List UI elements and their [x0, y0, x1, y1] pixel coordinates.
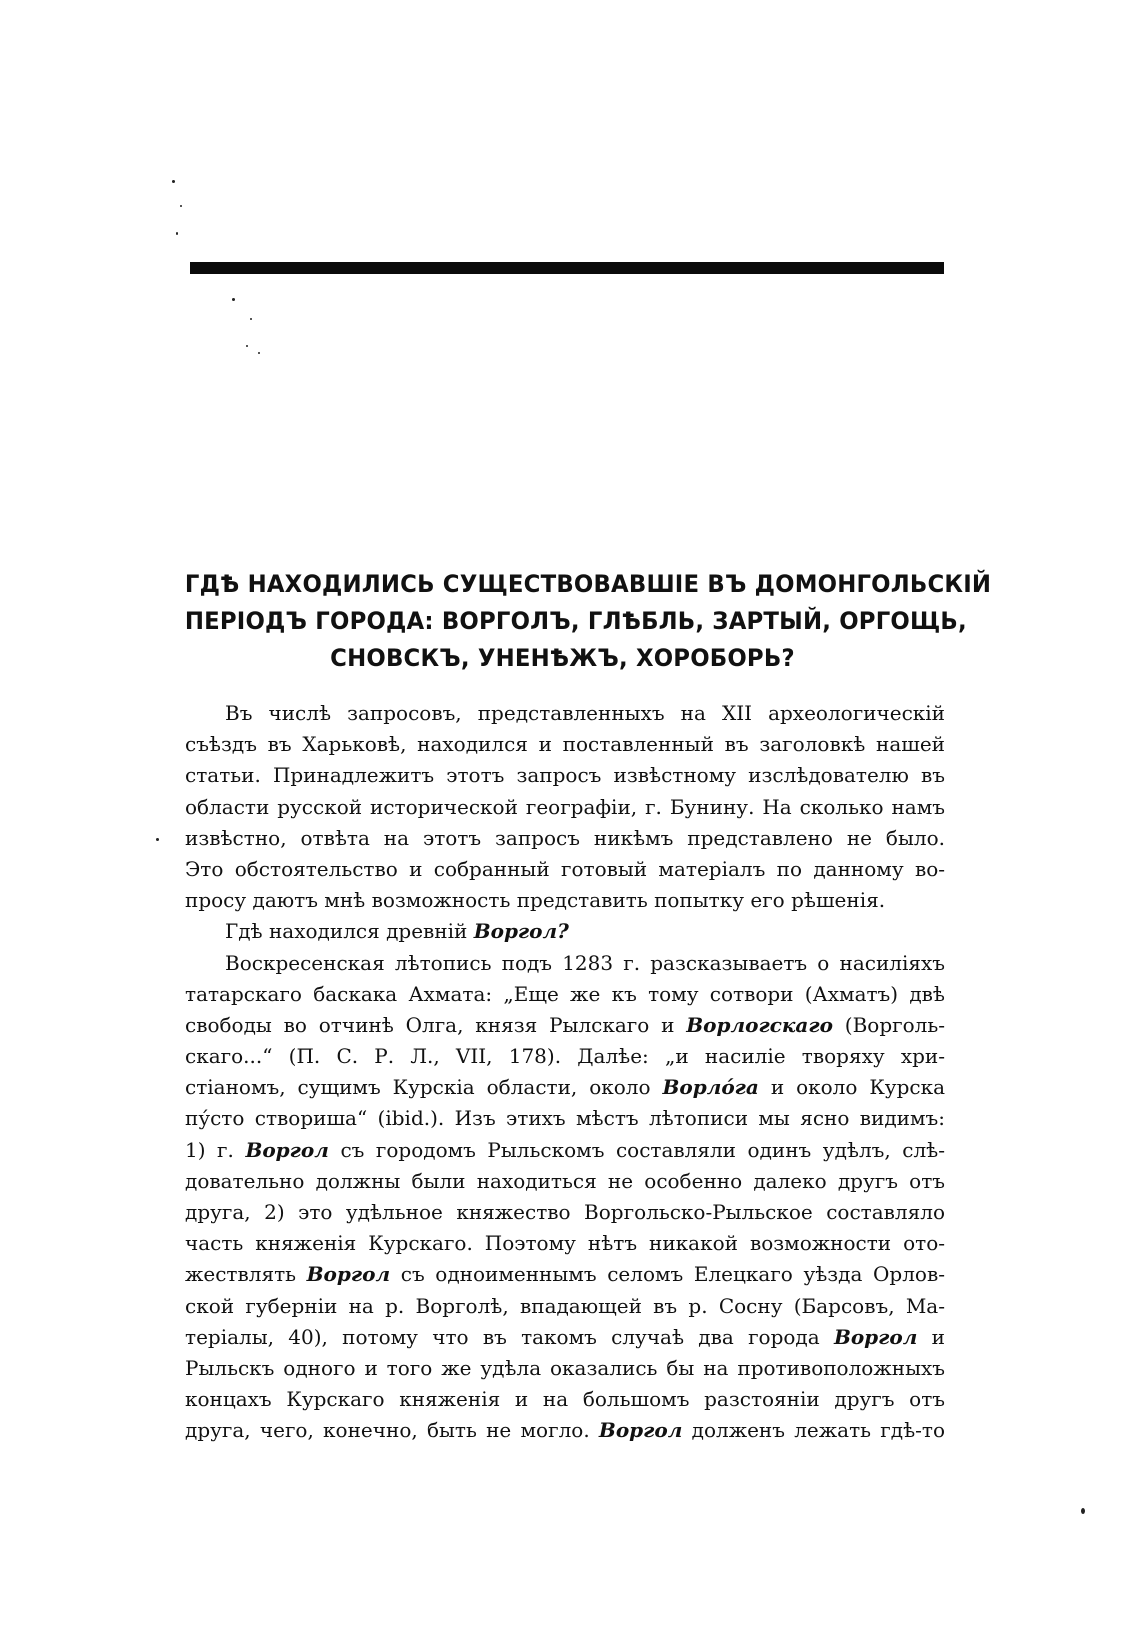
italic-term: Воргол	[598, 1418, 683, 1443]
decorative-rule	[190, 262, 944, 274]
body-line: просу даютъ мнѣ возможность представить попытку его рѣшенія.	[185, 888, 886, 913]
body-line	[185, 1010, 945, 1041]
body-line	[185, 1415, 945, 1446]
body-line: друга, 2) это удѣльное княжество Воргольско-Рыльское составляло	[185, 1200, 945, 1224]
scan-speck	[246, 345, 248, 347]
body-line: скаго...“ (П. С. Р. Л., VII, 178). Далѣе: „и насиліе творяху хри-	[185, 1044, 945, 1069]
body-text: (Ворголь-	[832, 1012, 945, 1037]
scan-speck	[172, 180, 175, 183]
body-text: жествлять	[185, 1262, 307, 1287]
body-line: пу́сто створиша“ (ibid.). Изъ этихъ мѣстъ лѣтописи мы ясно видимъ:	[185, 1106, 945, 1131]
body-line: области русской исторической географіи, г. Бунину. На сколько намъ	[185, 794, 945, 819]
article-body	[185, 698, 945, 1447]
italic-term: Ворлогскаго	[686, 1012, 833, 1037]
italic-term: Воргол	[306, 1262, 391, 1287]
italic-term: Воргол	[833, 1324, 918, 1349]
body-text: съ городомъ Рыльскомъ составляли одинъ удѣлъ, слѣ-	[328, 1137, 945, 1162]
body-line	[185, 916, 945, 947]
body-line: ской губерніи на р. Ворголѣ, впадающей въ р. Сосну (Барсовъ, Ма-	[185, 1293, 945, 1318]
italic-term: Ворлóга	[662, 1075, 759, 1100]
body-line: извѣстно, отвѣта на этотъ запросъ никѣмъ представлено не было.	[185, 825, 945, 850]
body-line	[185, 1322, 945, 1353]
scan-speck	[1081, 1508, 1085, 1514]
article-title	[184, 566, 992, 677]
body-line: съѣздъ въ Харьковѣ, находился и поставленный въ заголовкѣ нашей	[185, 732, 945, 757]
body-text: и	[917, 1324, 945, 1349]
scan-speck	[180, 205, 182, 207]
body-text: теріалы, 40), потому что въ такомъ случаѣ два города	[185, 1324, 834, 1349]
body-line	[185, 1259, 945, 1290]
scan-speck	[176, 232, 178, 235]
scan-speck	[156, 838, 159, 841]
italic-term: Воргол	[245, 1137, 329, 1162]
body-line: статьи. Принадлежитъ этотъ запросъ извѣстному изслѣдователю въ	[185, 763, 945, 788]
title-line-2: ПЕРІОДЪ ГОРОДА: ВОРГОЛЪ, ГЛѢБЛЬ, ЗАРТЫЙ, ОРГОЩЬ,	[184, 607, 967, 635]
scan-speck	[232, 298, 235, 301]
italic-term: Воргол?	[473, 919, 569, 944]
body-text: и около Курска	[758, 1075, 945, 1100]
body-line: Воскресенская лѣтопись подъ 1283 г. разсказываетъ о насиліяхъ	[225, 950, 945, 975]
body-text: друга, чего, конечно, быть не могло.	[185, 1418, 599, 1443]
body-line: Рыльскъ одного и того же удѣла оказались бы на противоположныхъ	[185, 1355, 945, 1380]
body-line: Это обстоятельство и собранный готовый матеріалъ по данному во-	[185, 856, 945, 881]
body-line: татарскаго баскака Ахмата: „Еще же къ тому сотвори (Ахматъ) двѣ	[185, 981, 945, 1006]
scan-speck	[250, 318, 252, 320]
body-line	[185, 1135, 945, 1166]
body-text: 1) г.	[185, 1137, 246, 1162]
body-text: стіаномъ, сущимъ Курскіа области, около	[185, 1075, 663, 1100]
title-line-1: ГДѢ НАХОДИЛИСЬ СУЩЕСТВОВАВШІЕ ВЪ ДОМОНГОЛЬСКІЙ	[184, 570, 992, 598]
body-line: довательно должны были находиться не особенно далеко другъ отъ	[185, 1168, 945, 1193]
body-line: концахъ Курскаго княженія и на большомъ разстояніи другъ отъ	[185, 1387, 945, 1412]
body-text: свободы во отчинѣ Олга, князя Рылскаго и	[185, 1012, 687, 1037]
body-line	[185, 1072, 945, 1103]
body-text: Гдѣ находился древній	[225, 919, 474, 944]
title-line-3: СНОВСКЪ, УНЕНѢЖЪ, ХОРОБОРЬ?	[330, 644, 795, 672]
body-line: часть княженія Курскаго. Поэтому нѣтъ никакой возможности ото-	[185, 1231, 945, 1256]
scan-speck	[258, 352, 260, 354]
body-text: съ одноименнымъ селомъ Елецкаго уѣзда Орлов-	[390, 1262, 945, 1287]
body-line: Въ числѣ запросовъ, представленныхъ на XII археологическій	[225, 701, 945, 725]
body-text: долженъ лежать гдѣ-то	[682, 1418, 945, 1443]
